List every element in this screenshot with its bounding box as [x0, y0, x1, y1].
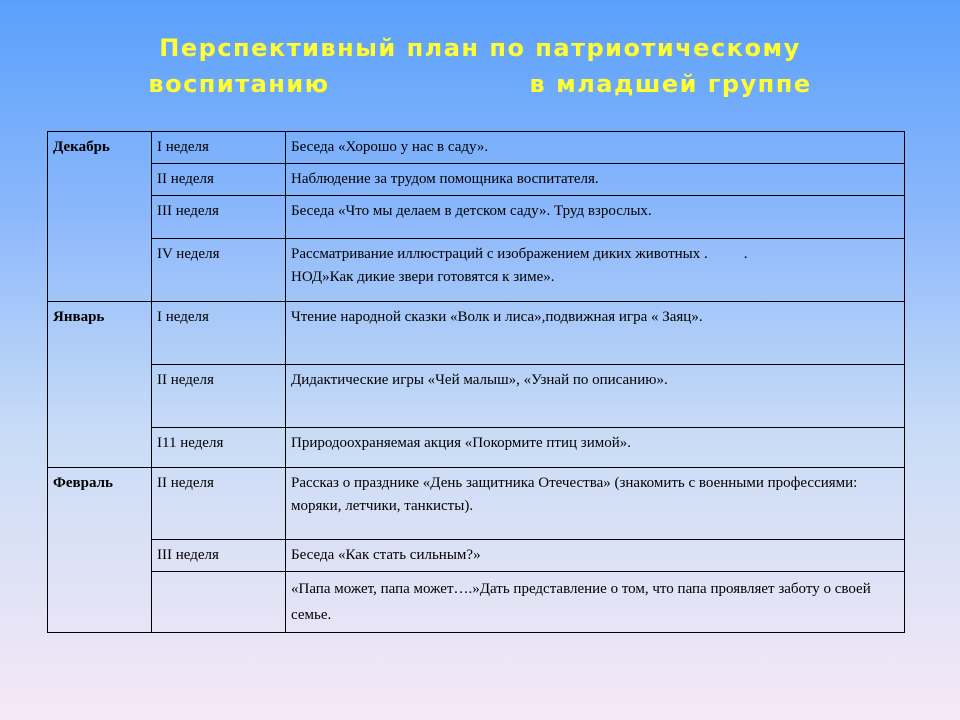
activity-cell: Наблюдение за трудом помощника воспитателя.	[286, 164, 905, 196]
title-line-2-left: воспитанию	[148, 70, 330, 98]
week-cell: I неделя	[152, 302, 286, 365]
activity-text: Рассматривание иллюстраций с изображением диких животных .	[291, 246, 708, 262]
activity-cell: Чтение народной сказки «Волк и лиса»,подвижная игра « Заяц».	[286, 302, 905, 365]
week-cell: II неделя	[152, 164, 286, 196]
table-row	[48, 132, 905, 164]
week-cell: III неделя	[152, 196, 286, 239]
table-row	[48, 468, 905, 540]
activity-cell: Беседа «Что мы делаем в детском саду». Труд взрослых.	[286, 196, 905, 239]
week-cell: I неделя	[152, 132, 286, 164]
table-row	[48, 365, 905, 428]
activity-text: .	[743, 246, 748, 262]
activity-cell: Рассказ о празднике «День защитника Отечества» (знакомить с военными профессиями: моряки, летчики, танкисты).	[286, 468, 905, 540]
plan-table	[47, 131, 905, 633]
title-line-2	[0, 66, 960, 102]
table-row	[48, 540, 905, 572]
table-row	[48, 572, 905, 633]
month-cell: Январь	[48, 302, 152, 468]
month-cell: Декабрь	[48, 132, 152, 302]
activity-cell: Дидактические игры «Чей малыш», «Узнай по описанию».	[286, 365, 905, 428]
activity-cell: Природоохраняемая акция «Покормите птиц зимой».	[286, 428, 905, 468]
activity-cell: Беседа «Как стать сильным?»	[286, 540, 905, 572]
activity-cell: Беседа «Хорошо у нас в саду».	[286, 132, 905, 164]
week-cell: I11 неделя	[152, 428, 286, 468]
table-row	[48, 239, 905, 302]
week-cell: II неделя	[152, 365, 286, 428]
week-cell: III неделя	[152, 540, 286, 572]
table-row	[48, 428, 905, 468]
activity-cell: «Папа может, папа может….»Дать представление о том, что папа проявляет заботу о своей семье.	[286, 572, 905, 633]
table-row	[48, 196, 905, 239]
activity-cell	[286, 239, 905, 302]
page-title	[0, 30, 960, 102]
table-row	[48, 164, 905, 196]
title-line-1: Перспективный план по патриотическому	[159, 34, 801, 62]
month-cell: Февраль	[48, 468, 152, 633]
week-cell	[152, 572, 286, 633]
week-cell: IV неделя	[152, 239, 286, 302]
activity-text: НОД»Как дикие звери готовятся к зиме».	[291, 269, 555, 285]
table-row	[48, 302, 905, 365]
title-line-2-right: в младшей группе	[529, 70, 812, 98]
week-cell: II неделя	[152, 468, 286, 540]
